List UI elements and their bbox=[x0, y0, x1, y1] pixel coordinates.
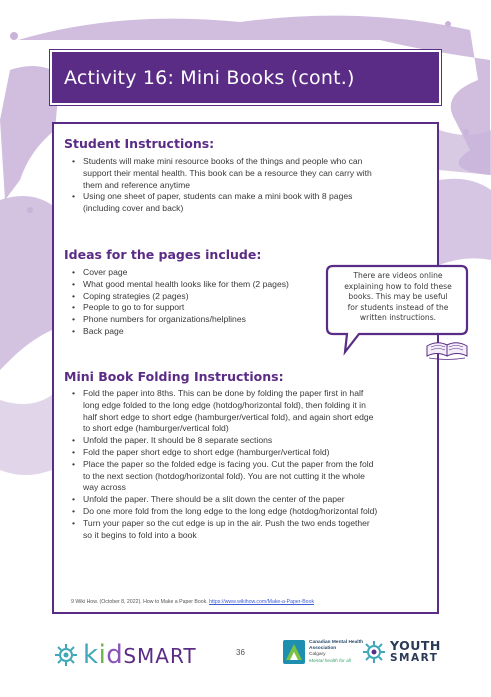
list-item: • Using one sheet of paper, students can make a mini book with 8 pages (including cover and back) bbox=[83, 191, 443, 215]
activity-title-banner bbox=[50, 50, 441, 105]
cmha-text: Canadian Mental Health Association Calgary Mental health for all bbox=[309, 640, 364, 664]
kidsmart-wordmark: kidSMART bbox=[83, 640, 197, 670]
list-item: • People to go to for support bbox=[83, 302, 343, 314]
list-item: • Do one more fold from the long edge to the long edge (hotdog/horizontal fold) bbox=[83, 506, 443, 518]
student-instructions-list bbox=[63, 156, 443, 215]
cmha-logo-icon bbox=[283, 640, 305, 664]
footnote-link[interactable]: https://www.wikihow.com/Make-a-Paper-Book bbox=[209, 599, 315, 605]
list-item: • Coping strategies (2 pages) bbox=[83, 291, 343, 303]
list-item: • Fold the paper short edge to short edge (hamburger/vertical fold) bbox=[83, 447, 443, 459]
page-number: 36 bbox=[236, 648, 245, 657]
list-item: • Cover page bbox=[83, 267, 343, 279]
list-item: • What good mental health looks like for them (2 pages) bbox=[83, 279, 343, 291]
page-title: Activity 16: Mini Books (cont.) bbox=[64, 66, 355, 89]
list-item: • Phone numbers for organizations/helplines bbox=[83, 314, 343, 326]
callout-text: There are videos online explaining how to fold these books. This may be useful for students instead of the written instructions. bbox=[344, 271, 452, 322]
list-item: • Turn your paper so the cut edge is up in the air. Push the two ends together so it begins to fold into a book bbox=[83, 518, 443, 542]
gear-icon bbox=[53, 642, 79, 668]
open-book-icon bbox=[425, 336, 469, 360]
youthsmart-logo bbox=[362, 640, 441, 664]
list-item: • Students will make mini resource books of the things and people who can support their mental health. This book can be a resource they can carry with them and reference anytime bbox=[83, 156, 443, 191]
youthsmart-wordmark: YOUTH SMART bbox=[390, 638, 441, 664]
list-item: • Unfold the paper. There should be a slit down the center of the paper bbox=[83, 494, 443, 506]
folding-instructions-heading: Mini Book Folding Instructions: bbox=[64, 369, 284, 384]
kidsmart-logo bbox=[53, 640, 197, 670]
student-instructions-heading: Student Instructions: bbox=[64, 136, 215, 151]
video-tip-callout bbox=[323, 262, 471, 358]
youthsmart-gear-icon bbox=[362, 640, 386, 664]
ideas-list bbox=[63, 267, 343, 338]
footnote: 9 Wiki How. (October 8, 2022). How to Make a Paper Book. https://www.wikihow.com/Make-a-Paper-Book bbox=[71, 599, 315, 605]
list-item: • Place the paper so the folded edge is facing you. Cut the paper from the fold to the next section (hotdog/horizontal fold). You are not cutting it the whole way across bbox=[83, 459, 443, 494]
list-item: • Fold the paper into 8ths. This can be done by folding the paper first in half long edge folded to the long edge (hotdog/horizontal fold), then folding it in half short edge to short edge (hamburger/vertical fold), and again short edge to short edge (hamburger/vertical fold) bbox=[83, 388, 443, 435]
folding-instructions-list bbox=[63, 388, 443, 541]
list-item: • Unfold the paper. It should be 8 separate sections bbox=[83, 435, 443, 447]
ideas-heading: Ideas for the pages include: bbox=[64, 247, 262, 262]
list-item: • Back page bbox=[83, 326, 343, 338]
